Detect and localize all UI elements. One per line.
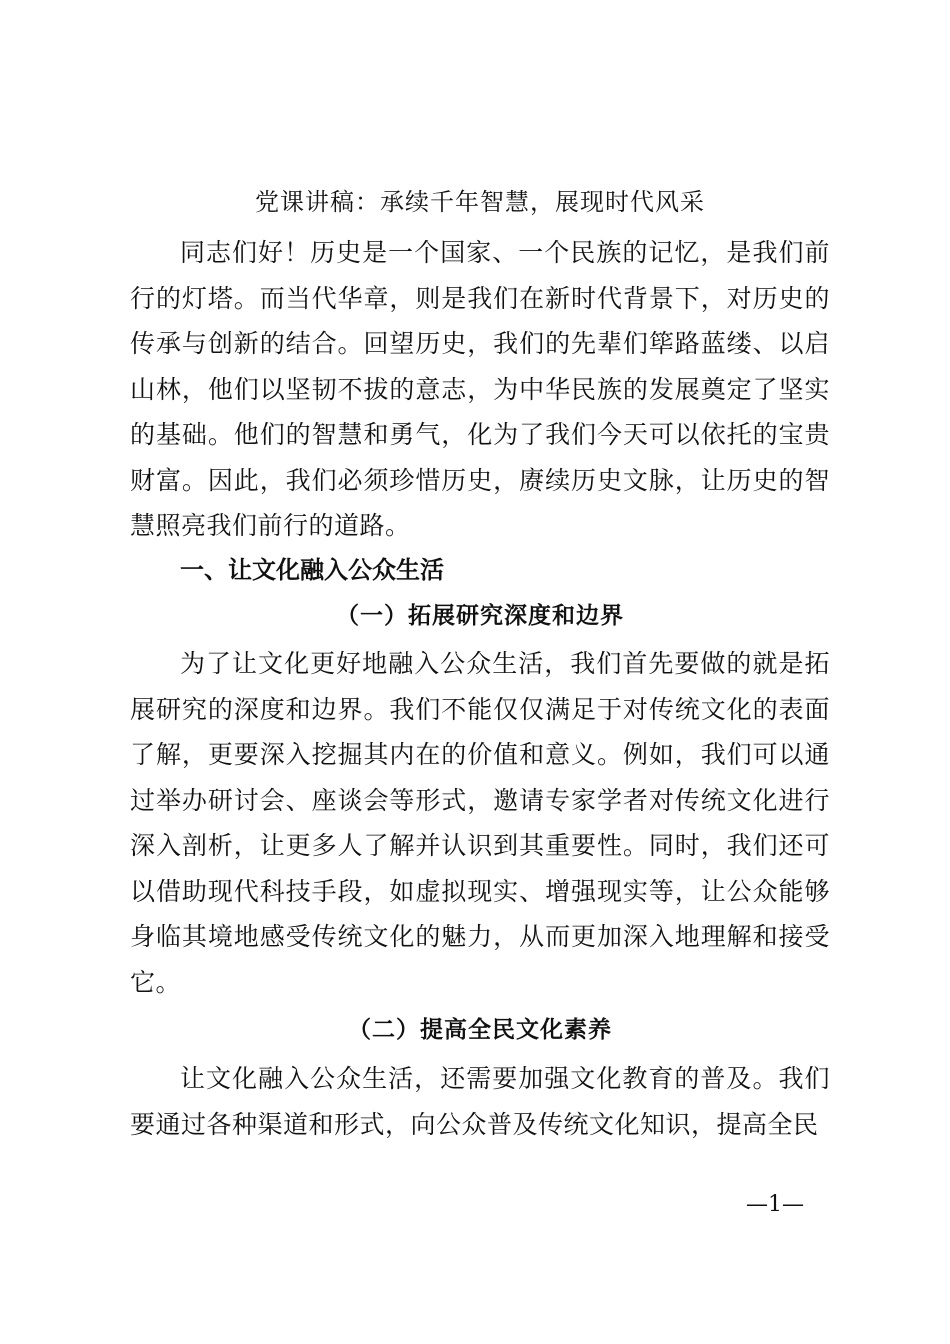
page-number: —1—	[746, 1192, 804, 1217]
subsection-paragraph-2: 让文化融入公众生活，还需要加强文化教育的普及。我们要通过各种渠道和形式，向公众普及传统文化知识，提高全民	[130, 1064, 830, 1139]
document-title: 党课讲稿：承续千年智慧，展现时代风采	[255, 188, 705, 216]
subsection-paragraph-1: 为了让文化更好地融入公众生活，我们首先要做的就是拓展研究的深度和边界。我们不能仅仅满足于对传统文化的表面了解，更要深入挖掘其内在的价值和意义。例如，我们可以通过举办研讨会、座谈会等形式，邀请专家学者对传统文化进行深入剖析，让更多人了解并认识到其重要性。同时，我们还可以借助现代科技手段，如虚拟现实、增强现实等，让公众能够身临其境地感受传统文化的魅力，从而更加深入地理解和接受它。	[130, 649, 830, 997]
section-heading-1: 一、让文化融入公众生活	[180, 556, 444, 584]
subsection-heading-1: （一）拓展研究深度和边界	[336, 602, 624, 629]
subsection-heading-2: （二）提高全民文化素养	[348, 1016, 612, 1043]
intro-paragraph: 同志们好！历史是一个国家、一个民族的记忆，是我们前行的灯塔。而当代华章，则是我们在新时代背景下，对历史的传承与创新的结合。回望历史，我们的先辈们筚路蓝缕、以启山林，他们以坚韧不拔的意志，为中华民族的发展奠定了坚实的基础。他们的智慧和勇气，化为了我们今天可以依托的宝贵财富。因此，我们必须珍惜历史，赓续历史文脉，让历史的智慧照亮我们前行的道路。	[130, 238, 830, 540]
